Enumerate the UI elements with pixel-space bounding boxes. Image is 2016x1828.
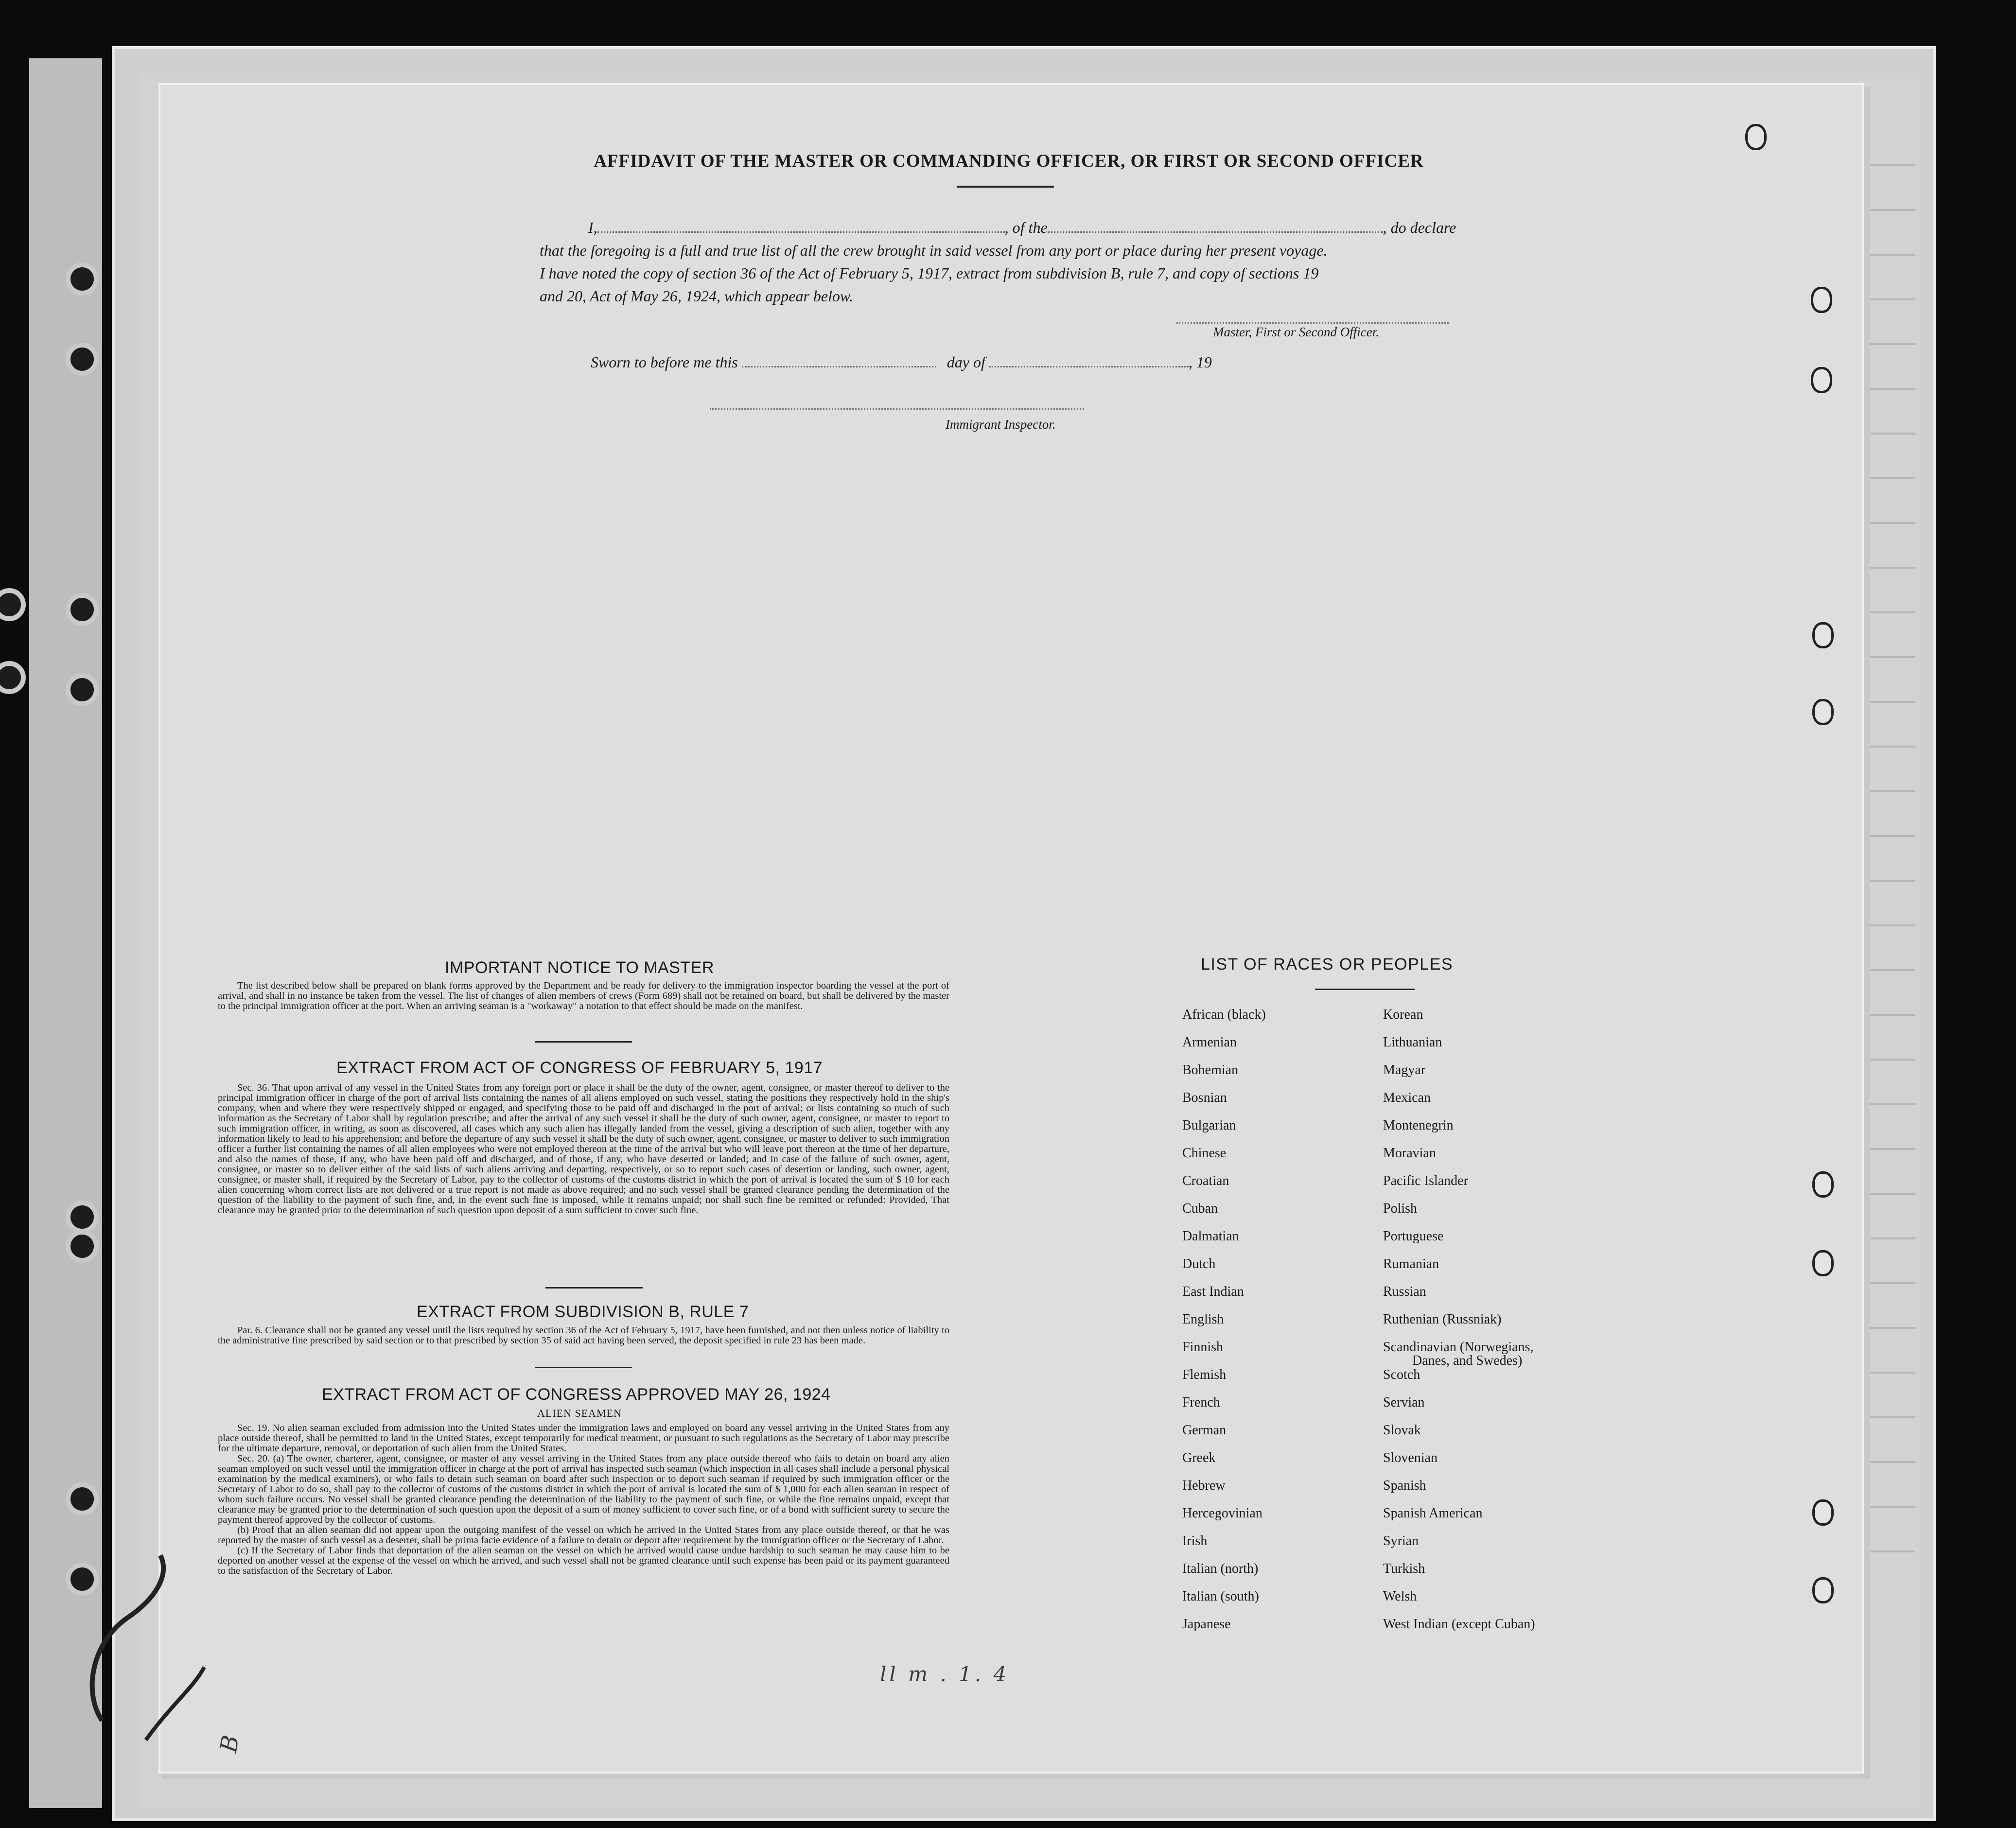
race-item: German xyxy=(1182,1423,1227,1438)
race-item: Italian (south) xyxy=(1182,1589,1259,1604)
vessel-blank[interactable] xyxy=(1048,228,1383,233)
race-item: Pacific Islander xyxy=(1383,1173,1468,1188)
race-item: Scandinavian (Norwegians, xyxy=(1383,1340,1534,1355)
race-item: West Indian (except Cuban) xyxy=(1383,1617,1535,1632)
sworn-day-blank[interactable] xyxy=(742,363,936,367)
race-item: East Indian xyxy=(1182,1284,1244,1299)
affidavit-title: AFFIDAVIT OF THE MASTER OR COMMANDING OFFICER, OR FIRST OR SECOND OFFICER xyxy=(594,151,1424,171)
race-item: Bulgarian xyxy=(1182,1118,1236,1133)
extract-1917-text xyxy=(218,1083,949,1216)
binder-hole xyxy=(66,262,99,296)
race-item-continuation: Danes, and Swedes) xyxy=(1412,1353,1523,1368)
race-item: Turkish xyxy=(1383,1561,1425,1576)
race-item: Korean xyxy=(1383,1007,1423,1022)
race-item: Scotch xyxy=(1383,1367,1420,1382)
handwritten-loop-mark xyxy=(73,1546,219,1750)
section-rule xyxy=(535,1041,632,1043)
rule-7-heading: EXTRACT FROM SUBDIVISION B, RULE 7 xyxy=(417,1303,749,1321)
title-rule xyxy=(957,186,1054,188)
ring-hole xyxy=(1812,1171,1834,1198)
race-item: African (black) xyxy=(1182,1007,1266,1022)
race-item: Dalmatian xyxy=(1182,1229,1239,1244)
race-item: French xyxy=(1182,1395,1220,1410)
race-item: Russian xyxy=(1383,1284,1426,1299)
race-item: Armenian xyxy=(1182,1035,1237,1050)
ring-hole xyxy=(1745,124,1767,150)
race-item: Syrian xyxy=(1383,1533,1419,1549)
declaration-declare: , do declare xyxy=(1383,219,1456,236)
race-item: Portuguese xyxy=(1383,1229,1444,1244)
par-6-paragraph: Par. 6. Clearance shall not be granted any vessel until the lists required by section 36 of the Act of February 5, 1917, have been furnished, and not then unless notice of liability to the administrative fine prescribed by said section or to that prescribed by section 35 of said act having been served, the deposit specified in rule 23 has been made. xyxy=(218,1325,949,1346)
race-item: Italian (north) xyxy=(1182,1561,1259,1576)
race-item: Bohemian xyxy=(1182,1062,1239,1078)
race-item: Polish xyxy=(1383,1201,1418,1216)
race-item: Dutch xyxy=(1182,1256,1216,1271)
alien-seamen-subheading: ALIEN SEAMEN xyxy=(537,1407,622,1419)
section-20c-paragraph: (c) If the Secretary of Labor finds that deportation of the alien seaman on the vessel on which he arrived would cause undue hardship to such seaman he may cause him to be deported on another vessel at the expense of the vessel on which he arrived, and such vessel shall not be granted clearance until such expense has been paid or its payment guaranteed to the satisfaction of the Secretary of Labor. xyxy=(218,1545,949,1576)
notice-text xyxy=(218,981,949,1011)
declaration-i: I, xyxy=(588,219,597,236)
races-rule xyxy=(1315,989,1415,990)
race-item: Mexican xyxy=(1383,1090,1431,1105)
declaration-of-the: , of the xyxy=(1004,219,1048,236)
ring-hole xyxy=(1812,622,1834,648)
ring-hole xyxy=(1811,287,1832,313)
ring-hole xyxy=(1812,1499,1834,1526)
section-19-paragraph: Sec. 19. No alien seaman excluded from admission into the United States under the immigration laws and employed on board any vessel arriving in the United States from any place outside thereof, shall be permitted to land in the United States, except temporarily for medical treatment, or pursuant to such regulations as the Secretary of Labor may prescribe for the ultimate departure, removal, or deportation of such alien from the United States. xyxy=(218,1423,949,1454)
sworn-month-blank[interactable] xyxy=(989,363,1189,367)
section-36-paragraph: Sec. 36. That upon arrival of any vessel in the United States from any foreign port or place it shall be the duty of the owner, agent, consignee, or master thereof to deliver to the principal immigration officer in charge of the port of arrival lists containing the names of all aliens employed on such vessel, stating the positions they respectively hold in the ship's company, when and where they were respectively shipped or engaged, and specifying those to be paid off and discharged in the port of arrival; or lists containing so much of such information as the Secretary of Labor shall by regulation prescribe; and after the arrival of any such vessel it shall be the duty of such owner, agent, consignee, or master to report to such immigration officer, in writing, as soon as discovered, all cases which any such alien has illegally landed from the vessel, giving a description of such alien, together with any information likely to lead to his apprehension; and before the departure of any such vessel it shall be the duty of such owner, agent, consignee, or master to deliver to such immigration officer a further list containing the names of all alien employees who were not employed thereon at the time of the arrival but who will leave port thereon at the time of her departure, and also the names of those, if any, who have been paid off and discharged, and of those, if any, who have deserted or landed; and in case of the failure of such owner, agent, consignee, or master so to deliver either of the said lists of such aliens arriving and departing, respectively, or so to report such cases of desertion or landing, such owner, agent, consignee, or master shall, if required by the Secretary of Labor, pay to the collector of customs of the customs district in which the port of arrival is located the sum of $ 10 for each alien concerning whom correct lists are not delivered or a true report is not made as above required; and no such vessel shall be granted clearance pending the determination of the question of the liability to the payment of such fine, and, in the event such fine is imposed, while it remains unpaid; nor shall such fine be remitted or refunded: Provided, That clearance may be granted prior to the determination of such question upon deposit of a sum sufficient to cover such fine. xyxy=(218,1082,949,1216)
race-item: Flemish xyxy=(1182,1367,1227,1382)
ring-hole xyxy=(1812,1577,1834,1603)
race-item: Greek xyxy=(1182,1450,1216,1465)
race-item: Cuban xyxy=(1182,1201,1218,1216)
race-item: Irish xyxy=(1182,1533,1208,1549)
race-item: Bosnian xyxy=(1182,1090,1227,1105)
section-rule xyxy=(545,1287,643,1288)
race-item: Hebrew xyxy=(1182,1478,1226,1493)
name-blank[interactable] xyxy=(597,228,1005,233)
binder-hole xyxy=(66,343,99,376)
races-heading: LIST OF RACES OR PEOPLES xyxy=(1201,955,1454,974)
race-item: Servian xyxy=(1383,1395,1425,1410)
binder-hole xyxy=(66,593,99,626)
race-item: Finnish xyxy=(1182,1340,1224,1355)
ring-hole xyxy=(1812,1250,1834,1276)
declaration-line-1 xyxy=(588,219,1456,237)
sworn-line xyxy=(591,353,1212,371)
race-item: Chinese xyxy=(1182,1146,1227,1161)
race-item: Slovenian xyxy=(1383,1450,1437,1465)
ring-hole xyxy=(1811,367,1832,393)
section-rule xyxy=(535,1367,632,1368)
handwritten-corner-mark: B xyxy=(215,1733,245,1755)
race-item: Montenegrin xyxy=(1383,1118,1454,1133)
extract-1917-heading: EXTRACT FROM ACT OF CONGRESS OF FEBRUARY 5, 1917 xyxy=(336,1059,823,1077)
extract-1924-heading: EXTRACT FROM ACT OF CONGRESS APPROVED MAY 26, 1924 xyxy=(322,1385,831,1404)
binder-hole xyxy=(66,1482,99,1515)
inspector-signature-label: Immigrant Inspector. xyxy=(946,417,1056,432)
notice-heading: IMPORTANT NOTICE TO MASTER xyxy=(445,958,714,977)
binder-hole xyxy=(66,1230,99,1263)
inspector-signature-line[interactable] xyxy=(710,408,1084,410)
race-item: Moravian xyxy=(1383,1146,1436,1161)
year-text: , 19 xyxy=(1188,353,1212,371)
race-item: Croatian xyxy=(1182,1173,1229,1188)
binder-hole xyxy=(66,1201,99,1234)
section-20a-paragraph: Sec. 20. (a) The owner, charterer, agent, consignee, or master of any vessel arriving in the United States from any place outside thereof who fails to detain on board any alien seaman employed on such vessel until the immigration officer in charge at the port of arrival has inspected such seaman (which inspection in all cases shall include a personal physical examination by the medical examiners), or who fails to detain such seaman on board after such inspection or to deport such seaman if required by such immigration officer or the Secretary of Labor to do so, shall pay to the collector of customs of the customs district in which the port of arrival is located the sum of $ 1,000 for each alien seaman in respect of whom such failure occurs. No vessel shall be granted clearance pending the determination of the liability to the payment of such fine, or while the fine remains unpaid, except that clearance may be granted prior to the determination of such question upon the deposit of a sum of money sufficient to cover such fine, or of a bond with sufficient surety to secure the payment thereof approved by the collector of customs. xyxy=(218,1453,949,1525)
master-signature-label: Master, First or Second Officer. xyxy=(1213,325,1379,339)
section-20b-paragraph: (b) Proof that an alien seaman did not appear upon the outgoing manifest of the vessel on which he arrived in the United States from any place outside thereof, or that he was reported by the master of such vessel as a deserter, shall be prima facie evidence of a failure to detain or deport after requirement by the immigration officer or the Secretary of Labor. xyxy=(218,1525,949,1546)
race-item: Spanish American xyxy=(1383,1506,1483,1521)
extract-1924-text xyxy=(218,1423,949,1576)
rule-7-text xyxy=(218,1325,949,1346)
race-item: Japanese xyxy=(1182,1617,1231,1632)
notice-paragraph: The list described below shall be prepared on blank forms approved by the Department and be ready for delivery to the immigration inspector boarding the vessel at the port of arrival, and shall in no instance be taken from the vessel. The list of changes of alien members of crews (Form 689) shall not be retained on board, but shall be delivered by the master to the principal immigration officer at the port. When an arriving seaman is a "workaway" a notation to that effect should be made on the manifest. xyxy=(218,980,949,1011)
binder-hole xyxy=(0,588,26,621)
binder-hole xyxy=(66,673,99,706)
master-signature-line[interactable] xyxy=(1176,322,1449,324)
race-item: Lithuanian xyxy=(1383,1035,1442,1050)
binder-hole xyxy=(0,661,26,694)
race-item: Spanish xyxy=(1383,1478,1426,1493)
race-item: Magyar xyxy=(1383,1062,1426,1078)
handwritten-scrawl: ll m . 1. 4 xyxy=(880,1662,1010,1686)
declaration-line-3: I have noted the copy of section 36 of the Act of February 5, 1917, extract from subdivision B, rule 7, and copy of sections 19 xyxy=(540,264,1319,282)
sworn-text: Sworn to before me this xyxy=(591,353,738,371)
declaration-line-2: that the foregoing is a full and true list of all the crew brought in said vessel from any port or place during her present voyage. xyxy=(540,242,1328,259)
race-item: Rumanian xyxy=(1383,1256,1439,1271)
race-item: Hercegovinian xyxy=(1182,1506,1262,1521)
race-item: Welsh xyxy=(1383,1589,1417,1604)
race-item: Slovak xyxy=(1383,1423,1421,1438)
race-item: Ruthenian (Russniak) xyxy=(1383,1312,1502,1327)
ring-hole xyxy=(1812,699,1834,725)
day-of-text: day of xyxy=(947,353,985,371)
declaration-line-4: and 20, Act of May 26, 1924, which appear below. xyxy=(540,287,853,305)
race-item: English xyxy=(1182,1312,1224,1327)
